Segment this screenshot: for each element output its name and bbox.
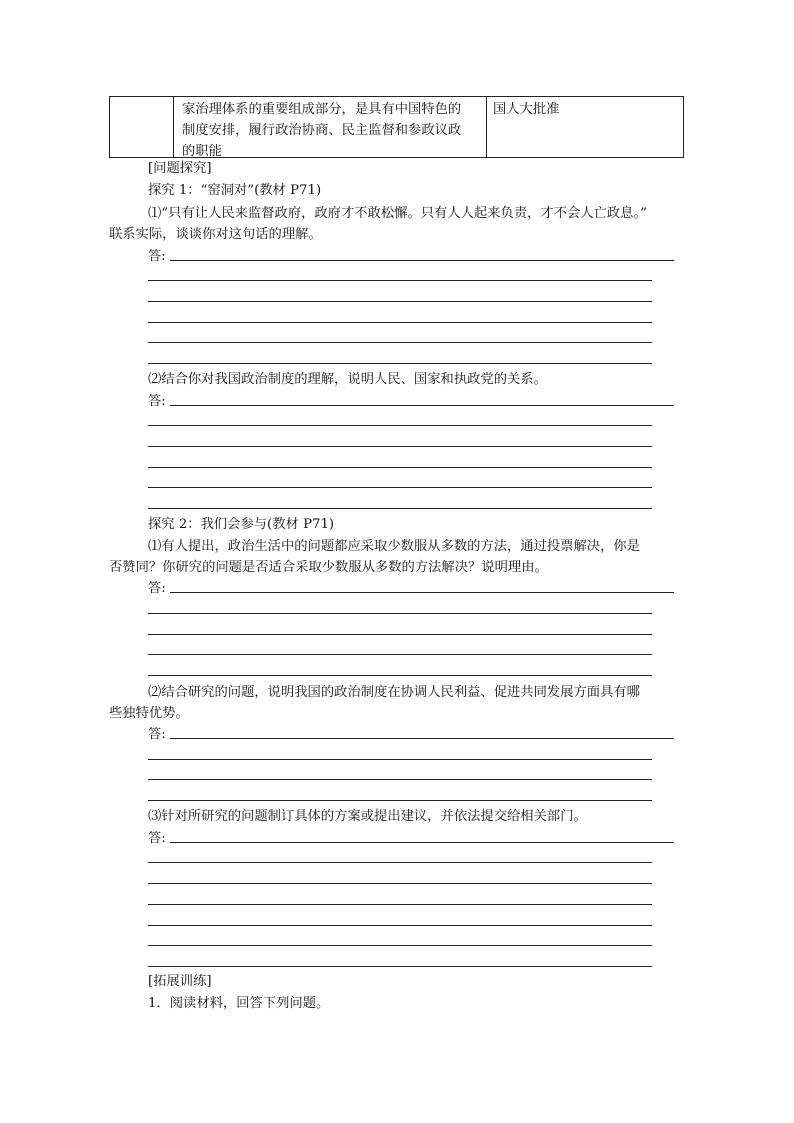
answer-line[interactable] <box>148 904 652 905</box>
answer-line[interactable] <box>148 862 652 863</box>
inquiry1-q2-line1: ⑵结合你对我国政治制度的理解，说明人民、国家和执政党的关系。 <box>148 372 547 387</box>
answer-line[interactable] <box>148 654 652 655</box>
inquiry2-q2-line2: 些独特优势。 <box>109 706 189 721</box>
answer-line[interactable] <box>148 925 652 926</box>
answer-label: 答: <box>148 831 166 846</box>
table-text-line: 家治理体系的重要组成部分，是具有中国特色的 <box>182 102 462 117</box>
answer-line-first[interactable] <box>170 842 674 843</box>
answer-line[interactable] <box>148 759 652 760</box>
table-cell-description <box>174 97 487 157</box>
answer-label: 答: <box>148 727 166 742</box>
answer-line[interactable] <box>148 301 652 302</box>
policy-table-row <box>109 96 684 158</box>
answer-line[interactable] <box>148 945 652 946</box>
exercise-1-prompt: 1．阅读材料，回答下列问题。 <box>148 996 330 1011</box>
answer-line-first[interactable] <box>170 738 674 739</box>
table-text-line: 的职能 <box>182 144 222 159</box>
answer-line-first[interactable] <box>170 405 674 406</box>
table-cell-empty <box>110 97 174 157</box>
inquiry2-q2-line1: ⑵结合研究的问题，说明我国的政治制度在协调人民利益、促进共同发展方面具有哪 <box>148 685 640 700</box>
inquiry1-title: 探究 1：“窑洞对”(教材 P71) <box>148 183 322 198</box>
answer-line[interactable] <box>148 342 652 343</box>
inquiry1-q1-line2: 联系实际，谈谈你对这句话的理解。 <box>109 227 322 242</box>
answer-label: 答: <box>148 394 166 409</box>
answer-line[interactable] <box>148 322 652 323</box>
answer-line[interactable] <box>148 467 652 468</box>
answer-line-first[interactable] <box>170 260 674 261</box>
section-heading-extension: [拓展训练] <box>148 974 212 989</box>
section-heading-inquiry: [问题探究] <box>148 161 212 176</box>
table-cell-approval: 国人大批准 <box>493 102 560 117</box>
answer-line[interactable] <box>148 800 652 801</box>
answer-line[interactable] <box>148 883 652 884</box>
inquiry2-q3-line1: ⑶针对所研究的问题制订具体的方案或提出建议，并依法提交给相关部门。 <box>148 809 587 824</box>
answer-line[interactable] <box>148 779 652 780</box>
answer-line[interactable] <box>148 446 652 447</box>
answer-label: 答: <box>148 581 166 596</box>
answer-line[interactable] <box>148 487 652 488</box>
answer-line[interactable] <box>148 675 652 676</box>
table-text-line: 制度安排，履行政治协商、民主监督和参政议政 <box>182 123 462 138</box>
answer-line[interactable] <box>148 280 652 281</box>
answer-line[interactable] <box>148 966 652 967</box>
answer-line-first[interactable] <box>170 592 674 593</box>
answer-line[interactable] <box>148 363 652 364</box>
answer-label: 答: <box>148 249 166 264</box>
answer-line[interactable] <box>148 613 652 614</box>
answer-line[interactable] <box>148 508 652 509</box>
answer-line[interactable] <box>148 425 652 426</box>
inquiry2-q1-line1: ⑴有人提出，政治生活中的问题都应采取少数服从多数的方法，通过投票解决，你是 <box>148 539 640 554</box>
inquiry2-title: 探究 2：我们会参与(教材 P71) <box>148 517 335 532</box>
answer-line[interactable] <box>148 634 652 635</box>
inquiry1-q1-line1: ⑴“只有让人民来监督政府，政府才不敢松懈。只有人人起来负责，才不会人亡政息。” <box>148 206 647 221</box>
inquiry2-q1-line2: 否赞同？你研究的问题是否适合采取少数服从多数的方法解决？说明理由。 <box>109 560 548 575</box>
